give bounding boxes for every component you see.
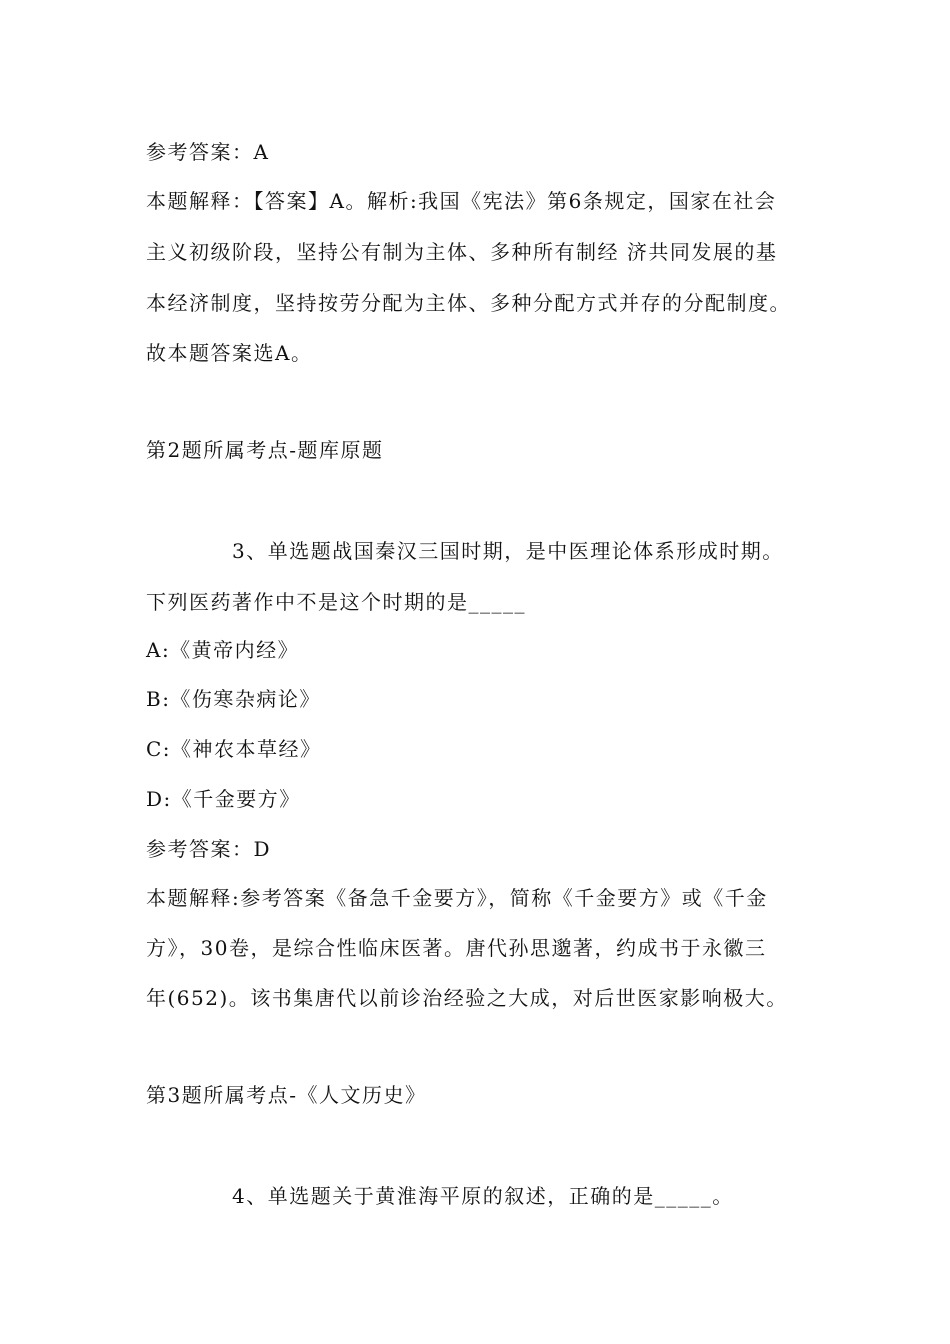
q4-stem-line-1: 4、单选题关于黄淮海平原的叙述，正确的是_____。: [232, 1184, 734, 1208]
q3-explanation-line-2: 方》，30卷，是综合性临床医著。唐代孙思邈著，约成书于永徽三: [146, 936, 767, 960]
q3-explanation-line-1: 本题解释:参考答案《备急千金要方》，简称《千金要方》或《千金: [146, 886, 768, 910]
q2-explanation-line-1: 本题解释：【答案】A。解析:我国《宪法》第6条规定，国家在社会: [146, 189, 777, 213]
q3-option-d: D:《千金要方》: [146, 787, 301, 811]
q2-explanation-line-4: 故本题答案选A。: [146, 341, 313, 365]
q3-stem-line-1: 3、单选题战国秦汉三国时期，是中医理论体系形成时期。: [232, 539, 784, 563]
q2-explanation-line-3: 本经济制度，坚持按劳分配为主体、多种分配方式并存的分配制度。: [146, 291, 791, 315]
q3-answer: 参考答案：D: [146, 837, 272, 861]
q3-option-c: C:《神农本草经》: [146, 737, 322, 761]
q3-topic: 第3题所属考点-《人文历史》: [146, 1083, 427, 1107]
q2-answer: 参考答案：A: [146, 140, 270, 164]
q3-explanation-line-3: 年(652)。该书集唐代以前诊治经验之大成，对后世医家影响极大。: [146, 986, 788, 1010]
q3-option-a: A:《黄帝内经》: [146, 638, 300, 662]
q2-explanation-line-2: 主义初级阶段，坚持公有制为主体、多种所有制经 济共同发展的基: [146, 240, 778, 264]
q3-option-b: B:《伤寒杂病论》: [146, 687, 321, 711]
q3-stem-line-2: 下列医药著作中不是这个时期的是_____: [146, 590, 526, 614]
q2-topic: 第2题所属考点-题库原题: [146, 438, 384, 462]
